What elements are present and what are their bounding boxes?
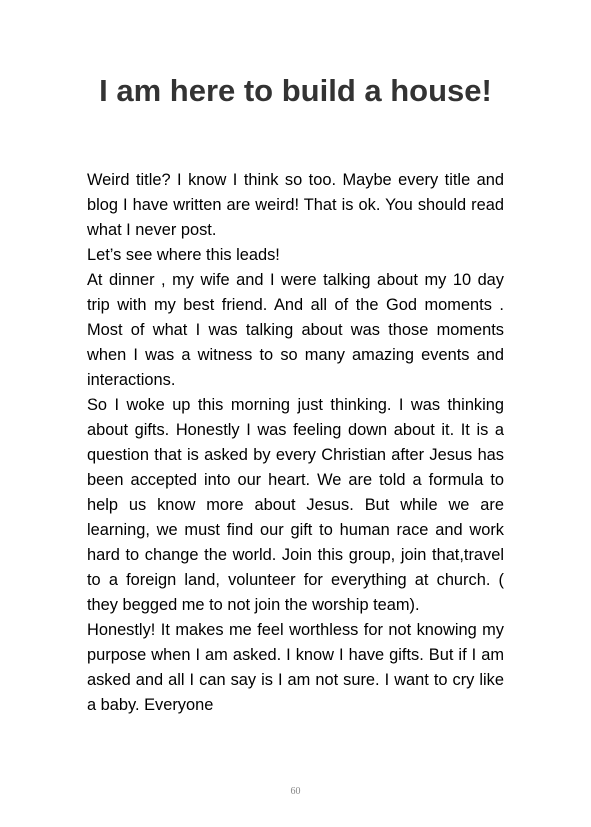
- paragraph: Honestly! It makes me feel worthless for not knowing my purpose when I am asked. I know I have gifts. But if I am asked and all I can say is I am not sure. I want to cry like a baby. Everyone: [87, 621, 504, 714]
- paragraph: So I woke up this morning just thinking. I was thinking about gifts. Honestly I was feeling down about it. It is a question that is asked by every Christian after Jesus has been accepted into our heart. We are told a formula to help us know more about Jesus. But while we are learning, we must find our gift to human race and work hard to change the world. Join this group, join that,travel to a foreign land, volunteer for everything at church. ( they begged me to not join the worship team).: [87, 396, 504, 614]
- page-title: I am here to build a house!: [99, 73, 492, 108]
- paragraph: Weird title? I know I think so too. Maybe every title and blog I have written are weird! That is ok. You should read what I never post.: [87, 171, 504, 239]
- paragraph: At dinner , my wife and I were talking about my 10 day trip with my best friend. And all of the God moments . Most of what I was talking about was those moments when I was a witness to so many amazing events and interactions.: [87, 271, 504, 389]
- page-number: 60: [290, 786, 301, 797]
- paragraph: Let’s see where this leads!: [87, 246, 280, 264]
- body-text: [87, 168, 504, 718]
